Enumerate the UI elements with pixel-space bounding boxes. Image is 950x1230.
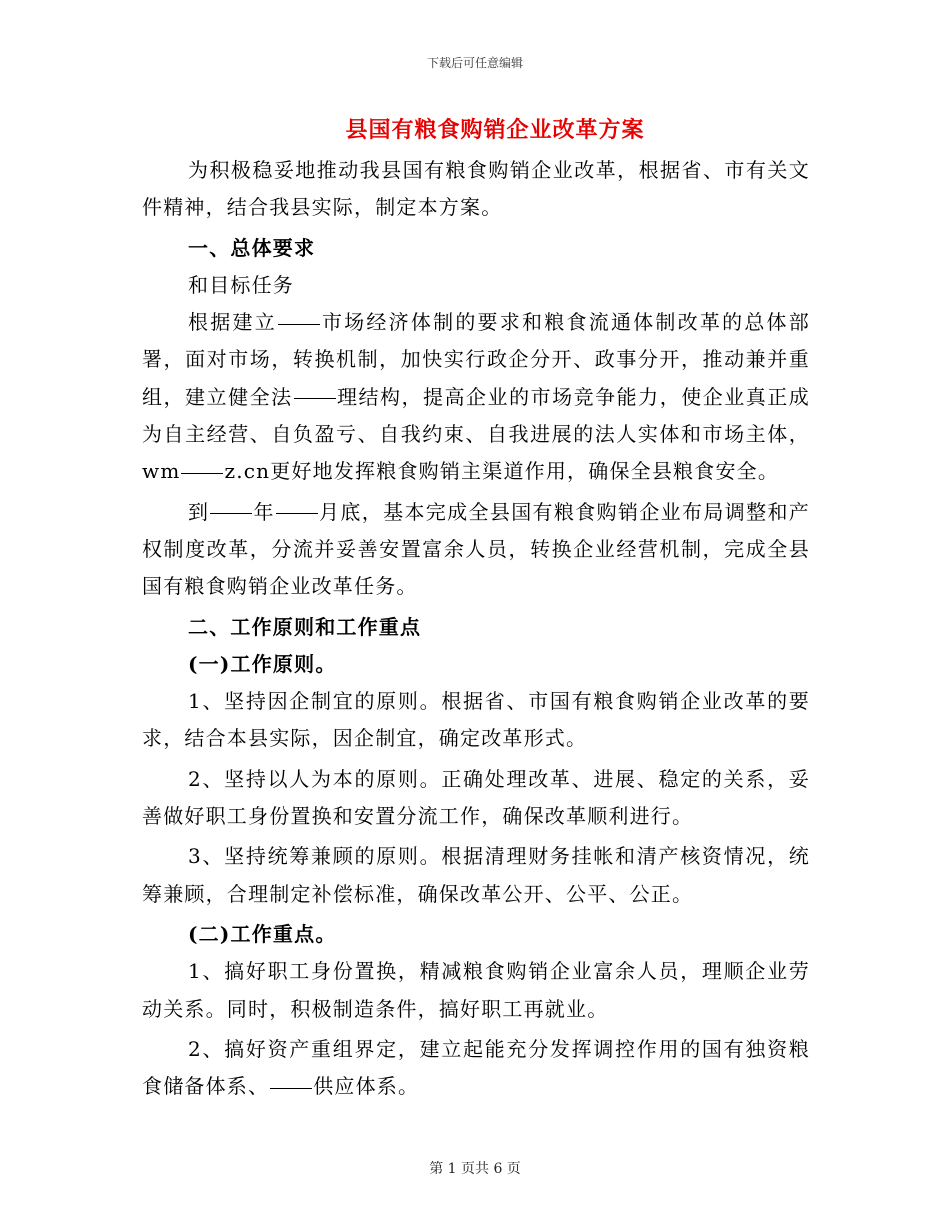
focus2-text-2: 供应体系。 — [313, 1074, 420, 1099]
page-footer: 第 1 页共 6 页 — [429, 1161, 521, 1177]
p1-text-2: 市场经济体制的要求和粮食流通体制改革的总体部署，面对市场，转换机制，加快实行政企分开、政事分开，推动兼并重组，建立健全法 — [142, 310, 810, 409]
p1-text-3: 理结构，提高企业的市场竞争能力，使企业真正成为自主经营、自负盈亏、自我约束、自我进展的法人实体和市场主体，wm — [142, 384, 810, 484]
sub2-heading: (二)工作重点。 — [188, 921, 337, 946]
document-title: 县国有粮食购销企业改革方案 — [345, 117, 645, 143]
sub1-heading: (一)工作原则。 — [188, 651, 337, 676]
fill-blank — [294, 397, 336, 399]
fill-blank — [278, 323, 320, 325]
p2-text-1: 到 — [188, 499, 210, 524]
fill-blank — [181, 472, 223, 474]
overall-requirements-paragraph — [142, 304, 810, 490]
section1-subheading: 和目标任务 — [188, 272, 294, 297]
section2-heading: 二、工作原则和工作重点 — [188, 614, 422, 639]
principle-2: 2、坚持以人为本的原则。正确处理改革、进展、稳定的关系，妥善做好职工身份置换和安置分流工作，确保改革顺利进行。 — [142, 766, 810, 829]
focus2-text-1: 2、搞好资产重组界定，建立起能充分发挥调控作用的国有独资粮食储备体系、 — [142, 1036, 810, 1099]
fill-blank — [276, 512, 318, 514]
principle-3: 3、坚持统筹兼顾的原则。根据清理财务挂帐和清产核资情况，统筹兼顾，合理制定补偿标准，确保改革公开、公平、公正。 — [142, 844, 810, 906]
p2-text-3: 月底，基本完成全县国有粮食购销企业布局调整和产权制度改革，分流并妥善安置富余人员，转换企业经营机制，完成全县国有粮食购销企业改革任务。 — [142, 499, 810, 599]
header-note: 下载后可任意编辑 — [426, 56, 523, 70]
target-paragraph — [142, 494, 810, 606]
intro-paragraph: 为积极稳妥地推动我县国有粮食购销企业改革，根据省、市有关文件精神，结合我县实际，制定本方案。 — [142, 158, 810, 220]
document-body — [142, 152, 810, 1105]
fill-blank — [270, 1087, 312, 1089]
focus-1: 1、搞好职工身份置换，精减粮食购销企业富余人员，理顺企业劳动关系。同时，积极制造条件，搞好职工再就业。 — [142, 959, 810, 1021]
principle-1: 1、坚持因企制宜的原则。根据省、市国有粮食购销企业改革的要求，结合本县实际，因企制宜，确定改革形式。 — [142, 689, 810, 751]
p2-text-2: 年 — [253, 499, 275, 524]
section1-heading: 一、总体要求 — [188, 235, 316, 260]
p1-text-4: z.cn更好地发挥粮食购销主渠道作用，确保全县粮食安全。 — [224, 459, 780, 484]
p1-text-1: 根据建立 — [188, 310, 277, 335]
fill-blank — [210, 512, 252, 514]
focus-2 — [142, 1031, 810, 1106]
